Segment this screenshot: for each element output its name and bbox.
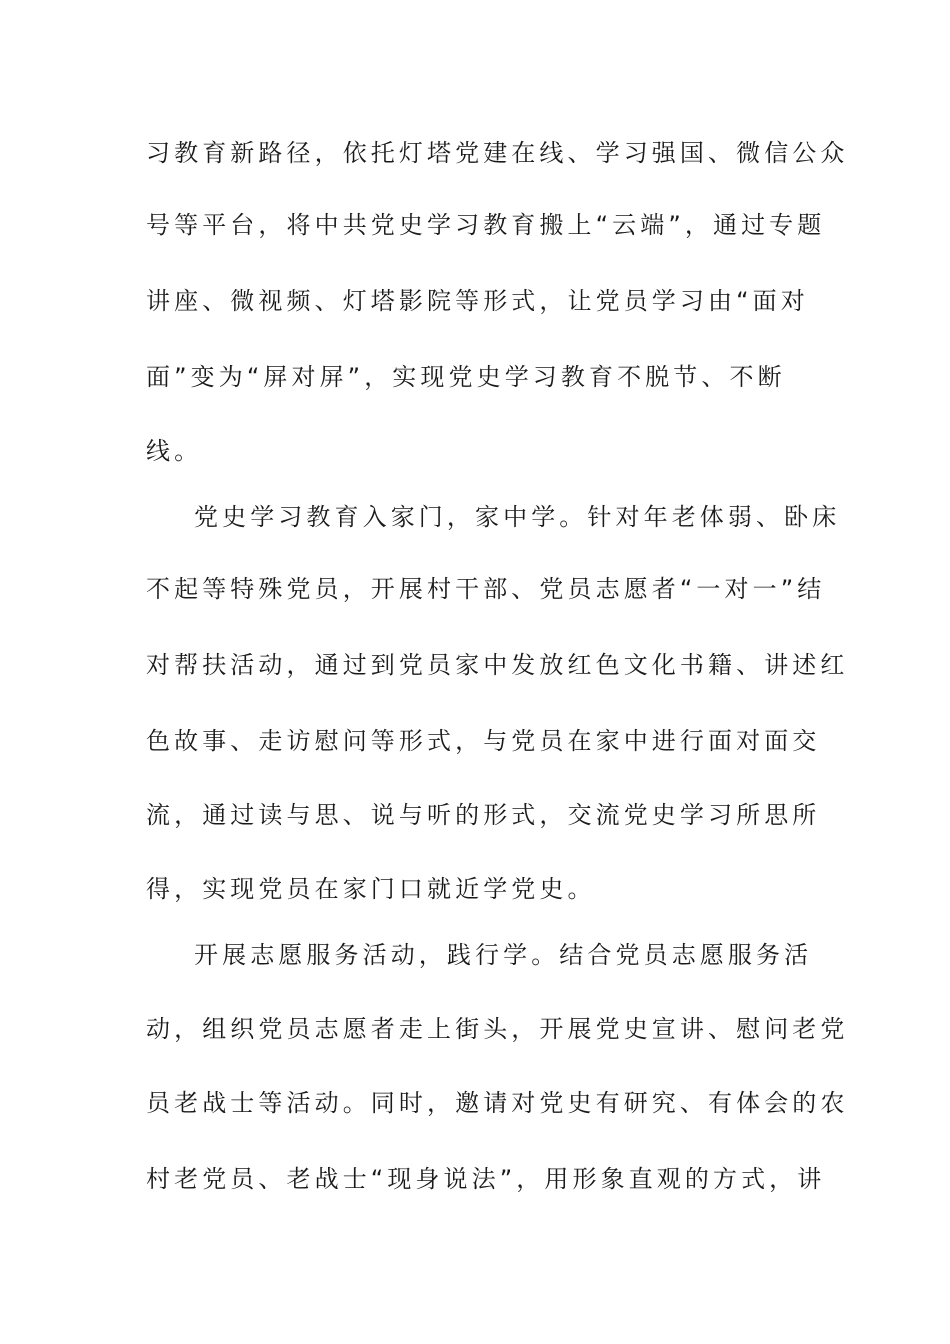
- text-line: 不起等特殊党员，开展村干部、党员志愿者“一对一”结: [146, 575, 826, 603]
- text-line: 员老战士等活动。同时，邀请对党史有研究、有体会的农: [146, 1089, 849, 1117]
- text-line: 动，组织党员志愿者走上街头，开展党史宣讲、慰问老党: [146, 1015, 849, 1043]
- text-line: 线。: [146, 437, 203, 465]
- text-line: 对帮扶活动，通过到党员家中发放红色文化书籍、讲述红: [146, 651, 849, 679]
- text-line: 流，通过读与思、说与听的形式，交流党史学习所思所: [146, 801, 821, 829]
- paragraph-first-line: 党史学习教育入家门，家中学。针对年老体弱、卧床: [194, 503, 841, 531]
- text-line: 色故事、走访慰问等形式，与党员在家中进行面对面交: [146, 727, 821, 755]
- text-line: 号等平台，将中共党史学习教育搬上“云端”，通过专题: [146, 211, 826, 239]
- text-line: 村老党员、老战士“现身说法”，用形象直观的方式，讲: [146, 1165, 826, 1193]
- text-line: 讲座、微视频、灯塔影院等形式，让党员学习由“面对: [146, 287, 809, 315]
- paragraph-first-line: 开展志愿服务活动，践行学。结合党员志愿服务活: [194, 941, 813, 969]
- text-line: 面”变为“屏对屏”，实现党史学习教育不脱节、不断: [146, 363, 786, 391]
- text-line: 习教育新路径，依托灯塔党建在线、学习强国、微信公众: [146, 139, 849, 167]
- text-line: 得，实现党员在家门口就近学党史。: [146, 875, 596, 903]
